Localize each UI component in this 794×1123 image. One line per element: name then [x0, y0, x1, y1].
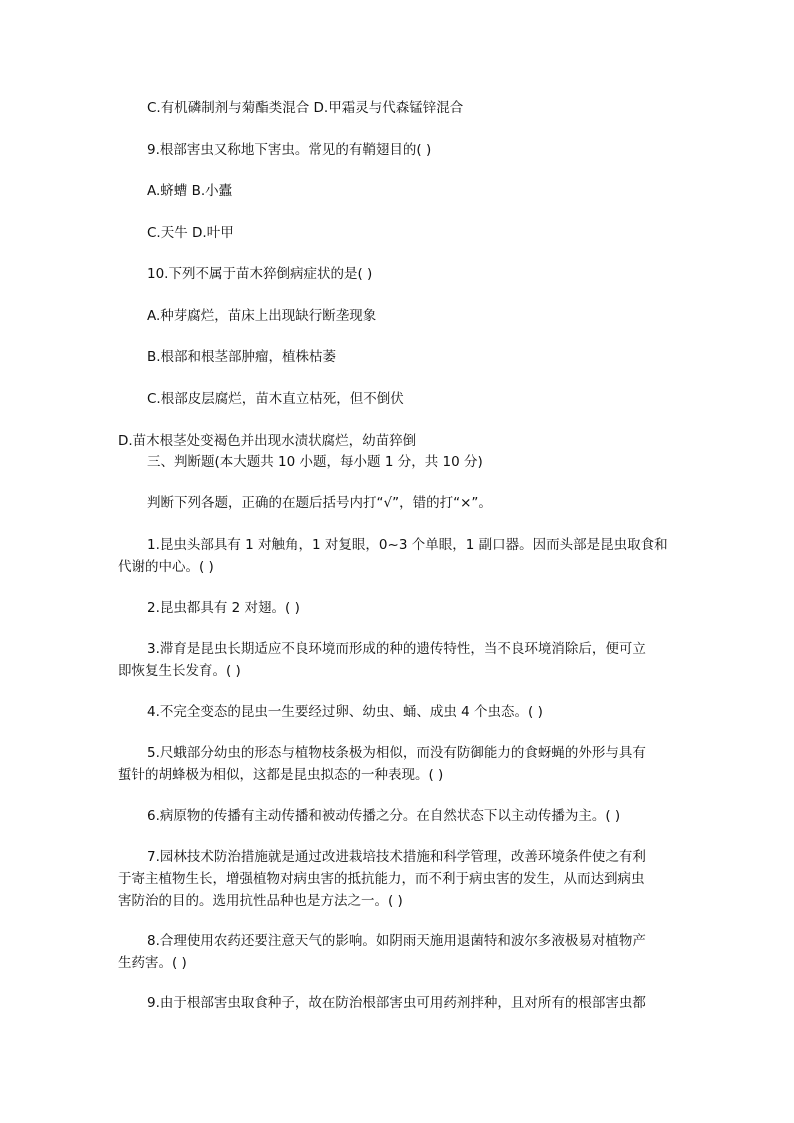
question-text: 6.病原物的传播有主动传播和被动传播之分。在自然状态下以主动传播为主。( ) — [147, 808, 621, 824]
question-text: 1.昆虫头部具有 1 对触角，1 对复眼，0~3 个单眼，1 副口器。因而头部是昆虫取食和 — [147, 537, 668, 553]
tf-question-2 — [118, 597, 670, 619]
tf-question-7 — [118, 846, 670, 912]
question-text: 9.由于根部害虫取食种子，故在防治根部害虫可用药剂拌种，且对所有的根部害虫都 — [147, 995, 646, 1011]
question-10-option-d: D.苗木根茎处变褐色并出现水渍状腐烂，幼苗猝倒 — [118, 433, 417, 449]
tf-question-1 — [118, 534, 670, 578]
tf-question-8 — [118, 930, 670, 974]
question-10-option-a: A.种芽腐烂，苗床上出现缺行断垄现象 — [147, 308, 377, 324]
question-10-option-c: C.根部皮层腐烂，苗木直立枯死，但不倒伏 — [147, 391, 404, 407]
question-text-cont: 即恢复生长发育。( ) — [118, 663, 241, 679]
tf-question-9 — [118, 992, 670, 1014]
option-line-8cd: C.有机磷制剂与菊酯类混合 D.甲霜灵与代森锰锌混合 — [147, 100, 464, 116]
question-text-cont: 于寄主植物生长，增强植物对病虫害的抵抗能力，而不利于病虫害的发生，从而达到病虫 — [118, 871, 645, 887]
question-10-option-b: B.根部和根茎部肿瘤，植株枯萎 — [147, 349, 337, 365]
question-text: 8.合理使用农药还要注意天气的影响。如阴雨天施用退菌特和波尔多液极易对植物产 — [147, 933, 646, 949]
tf-question-4 — [118, 701, 670, 723]
section-heading: 三、判断题(本大题共 10 小题，每小题 1 分，共 10 分) — [147, 454, 483, 470]
question-text-cont: 代谢的中心。( ) — [118, 559, 214, 575]
question-9-stem: 9.根部害虫又称地下害虫。常见的有鞘翅目的( ) — [147, 142, 432, 158]
question-text: 5.尺蛾部分幼虫的形态与植物枝条极为相似，而没有防御能力的食蚜蝇的外形与具有 — [147, 745, 646, 761]
section-instructions: 判断下列各题，正确的在题后括号内打“√”，错的打“×”。 — [147, 495, 492, 511]
question-10-stem: 10.下列不属于苗木猝倒病症状的是( ) — [147, 266, 373, 282]
tf-question-5 — [118, 742, 670, 786]
tf-question-6 — [118, 805, 670, 827]
question-text-cont: 生药害。( ) — [118, 955, 187, 971]
question-9-options-ab: A.蛴螬 B.小蠹 — [147, 183, 233, 199]
question-text: 7.园林技术防治措施就是通过改进栽培技术措施和科学管理，改善环境条件使之有利 — [147, 849, 646, 865]
question-text: 4.不完全变态的昆虫一生要经过卵、幼虫、蛹、成虫 4 个虫态。( ) — [147, 704, 543, 720]
tf-question-3 — [118, 638, 670, 682]
question-text-cont: 蜇针的胡蜂极为相似，这都是昆虫拟态的一种表现。( ) — [118, 767, 444, 783]
question-text: 2.昆虫都具有 2 对翅。( ) — [147, 600, 300, 616]
question-9-options-cd: C.天牛 D.叶甲 — [147, 225, 234, 241]
question-text: 3.滞育是昆虫长期适应不良环境而形成的种的遗传特性，当不良环境消除后，便可立 — [147, 641, 646, 657]
question-text-cont-2: 害防治的目的。选用抗性品种也是方法之一。( ) — [118, 893, 403, 909]
